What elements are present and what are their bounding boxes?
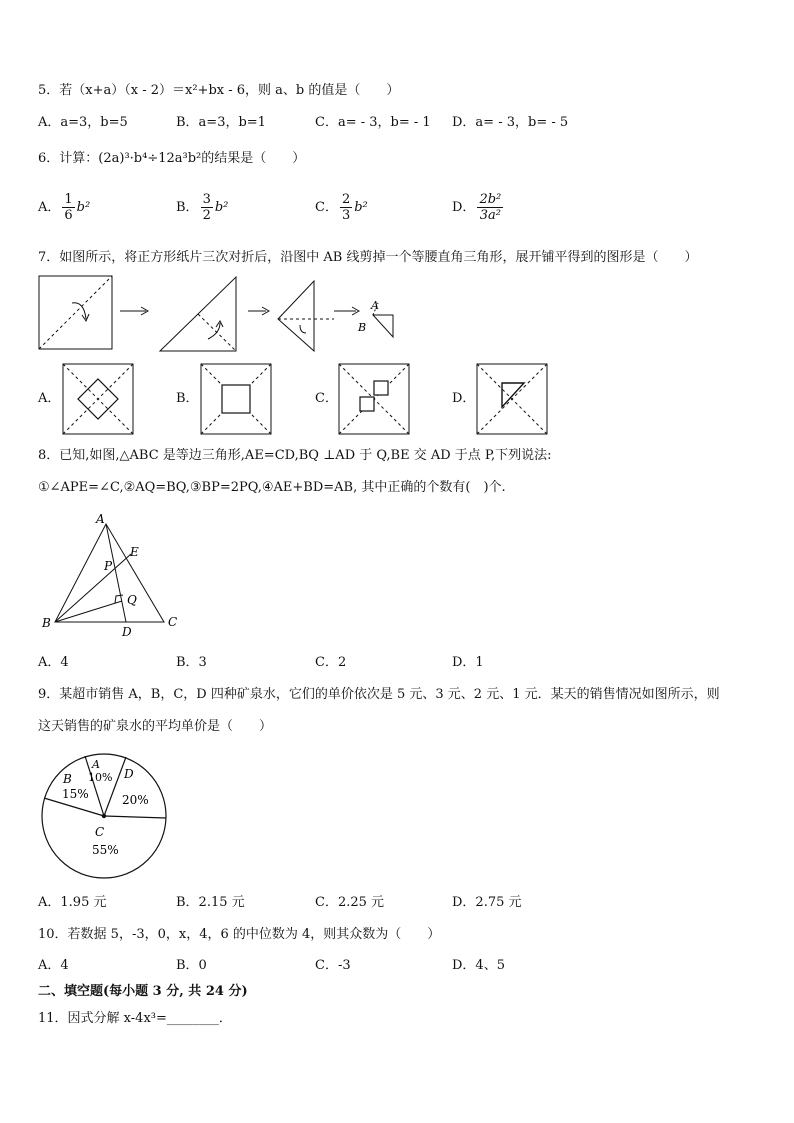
label-b: B	[42, 616, 51, 630]
q10-option-d: D．4、5	[452, 958, 505, 973]
q7-option-b-figure	[200, 363, 272, 435]
segment-be	[55, 554, 131, 622]
q6-d-numerator: 2b²	[479, 192, 502, 207]
q6-c-fraction	[340, 192, 352, 223]
q6-a-numerator: 1	[64, 192, 73, 207]
q6-b-variable: b²	[214, 200, 229, 215]
q7-option-c-figure	[338, 363, 410, 435]
pie-pct-b: 15%	[62, 787, 89, 801]
q7-option-a-figure	[62, 363, 134, 435]
q7-option-d-label: D．	[452, 391, 476, 406]
q6-a-label: A．	[38, 200, 61, 215]
q8-stem-2: ①∠APE=∠C,②AQ=BQ,③BP=2PQ,④AE+BD=AB, 其中正确的个数有( )个.	[38, 480, 506, 495]
pie-pct-c: 55%	[92, 843, 119, 857]
q6-c-numerator: 2	[341, 192, 351, 207]
q8-option-c: C．2	[315, 655, 347, 670]
q6-d-label: D．	[452, 200, 476, 215]
q6-c-variable: b²	[354, 200, 368, 215]
q10-option-a: A．4	[38, 958, 69, 973]
q7-option-a-label: A．	[38, 391, 61, 406]
q10-option-c: C．-3	[315, 958, 351, 973]
label-point-a: A	[371, 299, 379, 312]
q7-stem: 7．如图所示，将正方形纸片三次对折后，沿图中 AB 线剪掉一个等腰直角三角形，展开铺平得到的图形是（ ）	[38, 250, 698, 265]
q7-option-d-figure	[476, 363, 548, 435]
q8-triangle-figure	[40, 512, 190, 642]
q6-d-denominator: 3a²	[479, 208, 501, 223]
q6-a-denominator: 6	[64, 208, 73, 223]
q6-b-label: B．	[176, 200, 199, 215]
q9-option-d: D．2.75 元	[452, 895, 522, 910]
q6-expression: (2a)³·b⁴÷12a³b²	[98, 151, 202, 166]
pie-divider-a-d	[104, 757, 126, 816]
q6-option-a	[38, 192, 90, 223]
label-c: C	[168, 615, 178, 629]
pie-center	[102, 814, 106, 818]
q8-option-d: D．1	[452, 655, 484, 670]
section-2-heading: 二、填空题(每小题 3 分, 共 24 分)	[38, 984, 248, 999]
label-d: D	[122, 625, 132, 639]
q9-option-a: A．1.95 元	[38, 895, 107, 910]
q5-stem: 5．若（x+a）（x - 2）＝x²+bx - 6，则 a、b 的值是（ ）	[38, 83, 400, 98]
fold-arrow-2	[208, 323, 220, 339]
q6-b-numerator: 3	[202, 192, 211, 207]
q6-option-d	[452, 192, 505, 223]
pie-label-d: D	[124, 767, 134, 781]
fold-small-triangle	[278, 281, 314, 351]
pie-pct-d: 20%	[122, 793, 149, 807]
q9-option-c: C．2.25 元	[315, 895, 385, 910]
q6-a-variable: b²	[76, 200, 91, 215]
segment-bq	[55, 601, 122, 622]
q10-option-b: B．0	[176, 958, 207, 973]
label-e: E	[130, 545, 139, 559]
q8-option-b: B．3	[176, 655, 207, 670]
q5-option-d: D．a= - 3，b= - 5	[452, 115, 569, 130]
q6-a-fraction	[62, 192, 74, 223]
q7-folding-figure	[38, 275, 418, 357]
fold-arrow-3	[300, 325, 306, 333]
q6-option-b	[176, 192, 228, 223]
label-q: Q	[127, 593, 137, 607]
q10-stem: 10．若数据 5，-3，0，x，4，6 的中位数为 4，则其众数为（ ）	[38, 927, 441, 942]
q6-stem-prefix: 6．计算：	[38, 151, 99, 166]
pie-label-b: B	[63, 772, 72, 786]
pie-pct-a: 10%	[88, 771, 113, 784]
q5-option-a: A．a=3，b=5	[38, 115, 128, 130]
pie-divider-c-d	[104, 816, 166, 818]
q11-stem: 11．因式分解 x-4x³=________．	[38, 1011, 232, 1026]
q6-c-label: C．	[315, 200, 338, 215]
pie-label-a: A	[92, 758, 100, 771]
q6-stem-suffix: 的结果是（ ）	[201, 151, 306, 166]
q7-option-b-label: B．	[176, 391, 199, 406]
q8-stem: 8．已知,如图,△ABC 是等边三角形,AE=CD,BQ ⊥AD 于 Q,BE 交 AD 于点 P,下列说法:	[38, 448, 552, 463]
q9-stem: 9．某超市销售 A，B，C，D 四种矿泉水，它们的单价依次是 5 元、3 元、2 元、1 元．某天的销售情况如图所示，则	[38, 687, 720, 702]
q9-option-b: B．2.15 元	[176, 895, 245, 910]
label-point-b: B	[358, 321, 367, 334]
q7-option-c-label: C．	[315, 391, 338, 406]
q9-pie-chart	[40, 752, 170, 882]
q5-option-b: B．a=3，b=1	[176, 115, 266, 130]
q6-option-c	[315, 192, 368, 223]
fold-square	[39, 276, 112, 349]
q5-option-c: C．a= - 3，b= - 1	[315, 115, 431, 130]
q6-b-fraction	[201, 192, 213, 223]
cut-shape	[373, 315, 393, 337]
label-p: P	[104, 559, 113, 573]
label-a: A	[96, 512, 105, 526]
q9-stem-2: 这天销售的矿泉水的平均单价是（ ）	[38, 719, 273, 734]
fold-arrow-1	[72, 303, 86, 319]
fold-diagonal	[39, 276, 112, 349]
q8-option-a: A．4	[38, 655, 69, 670]
q6-d-fraction	[477, 192, 503, 223]
q6-c-denominator: 3	[341, 208, 351, 223]
q6-b-denominator: 2	[202, 208, 211, 223]
q6-stem	[38, 150, 305, 168]
segment-ad	[106, 524, 126, 622]
pie-label-c: C	[95, 825, 105, 839]
